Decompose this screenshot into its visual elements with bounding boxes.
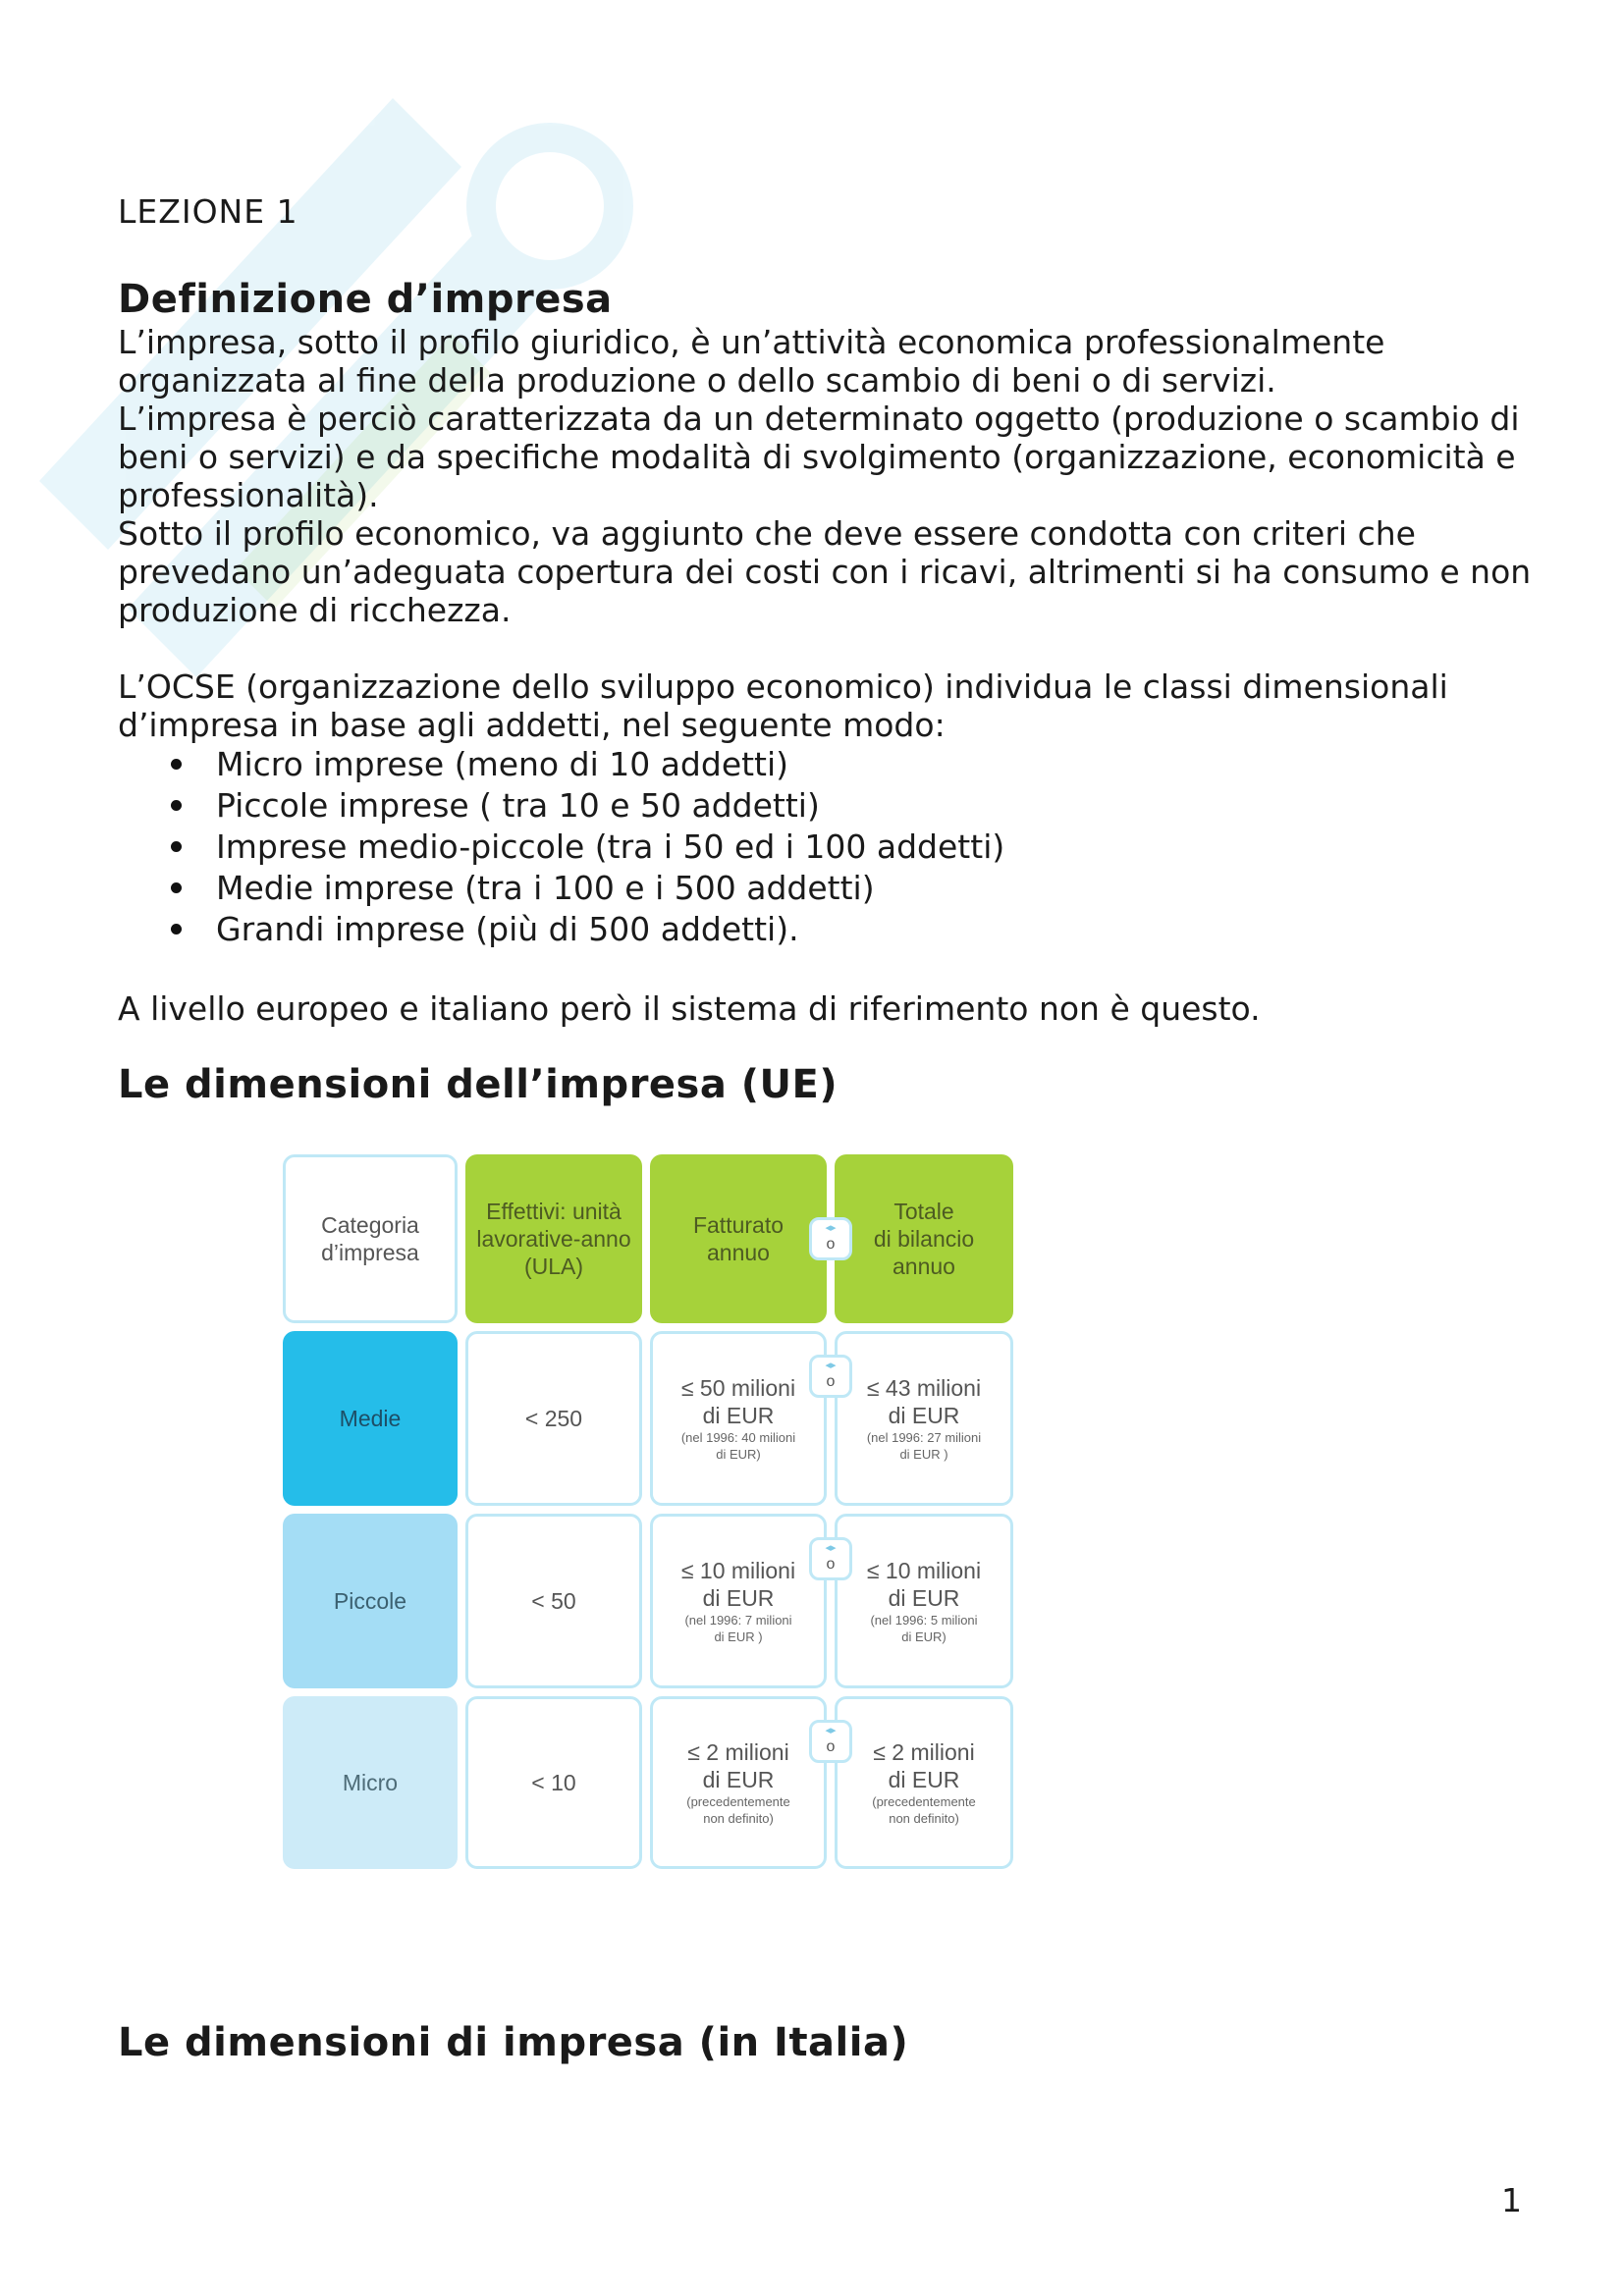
row-medie-ula	[465, 1331, 642, 1506]
list-item: Grandi imprese (più di 500 addetti).	[165, 909, 1004, 950]
list-item: Medie imprese (tra i 100 e i 500 addetti)	[165, 868, 1004, 909]
row-medie-category	[283, 1331, 458, 1506]
header-ula	[465, 1154, 642, 1323]
fatturato-value: ≤ 10 milioni	[680, 1558, 796, 1583]
header-ula-line: (ULA)	[523, 1254, 584, 1279]
or-icon	[809, 1355, 852, 1398]
header-fatturato-line: annuo	[707, 1240, 770, 1265]
fatturato-unit: di EUR	[702, 1767, 775, 1792]
paragraph-giuridico: L’impresa, sotto il profilo giuridico, è un’attività economica professionalmente organizzata al fine della produzione o dello scambio di beni o di servizi.	[118, 323, 1385, 400]
bilancio-unit: di EUR	[888, 1403, 960, 1428]
fatturato-unit: di EUR	[702, 1403, 775, 1428]
row-micro-fatturato	[650, 1696, 827, 1869]
lesson-label: LEZIONE 1	[118, 192, 298, 231]
or-symbol: o	[826, 1373, 836, 1390]
fatturato-note: (precedentemente	[686, 1794, 790, 1809]
row-medie-bilancio	[835, 1331, 1013, 1506]
row-micro-bilancio	[835, 1696, 1013, 1869]
section-title-ue: Le dimensioni dell’impresa (UE)	[118, 1062, 839, 1107]
header-bilancio	[835, 1154, 1013, 1323]
fatturato-note: di EUR )	[714, 1629, 763, 1644]
fatturato-value: ≤ 2 milioni	[687, 1739, 789, 1765]
header-fatturato-line: Fatturato	[692, 1212, 784, 1238]
fatturato-note: (nel 1996: 7 milioni	[684, 1613, 792, 1628]
swap-arrows-icon: ◂▸	[825, 1360, 837, 1371]
header-ula-line: Effettivi: unità	[486, 1199, 622, 1224]
fatturato-value: ≤ 50 milioni	[680, 1375, 796, 1401]
paragraph-oggetto: L’impresa è perciò caratterizzata da un determinato oggetto (produzione o scambio di beni o servizi) e da specifiche modalità di svolgimento (organizzazione, economicità e professionalità).	[118, 400, 1520, 514]
section-title-italia: Le dimensioni di impresa (in Italia)	[118, 2020, 909, 2065]
category-label: Medie	[339, 1406, 402, 1431]
ocse-classes-list	[165, 744, 1004, 950]
ula-value: < 10	[531, 1770, 576, 1795]
fatturato-note: non definito)	[703, 1811, 774, 1826]
header-bilancio-line: annuo	[893, 1254, 955, 1279]
list-item: Piccole imprese ( tra 10 e 50 addetti)	[165, 785, 1004, 827]
header-category-line: Categoria	[321, 1212, 419, 1238]
category-label: Piccole	[333, 1588, 407, 1614]
swap-arrows-icon: ◂▸	[825, 1725, 837, 1736]
or-symbol: o	[826, 1236, 836, 1253]
header-category	[283, 1154, 458, 1323]
swap-arrows-icon: ◂▸	[825, 1222, 837, 1234]
header-category-line: d’impresa	[321, 1240, 419, 1265]
paragraph-economico: Sotto il profilo economico, va aggiunto che deve essere condotta con criteri che prevedano un’adeguata copertura dei costi con i ricavi, altrimenti si ha consumo e non produzione di ricchezza.	[118, 514, 1532, 629]
or-icon	[809, 1217, 852, 1260]
header-bilancio-line: Totale	[893, 1199, 954, 1224]
bilancio-value: ≤ 43 milioni	[866, 1375, 982, 1401]
bilancio-note: di EUR )	[899, 1447, 948, 1462]
paragraph-ocse: L’OCSE (organizzazione dello sviluppo economico) individua le classi dimensionali d’impresa in base agli addetti, nel seguente modo:	[118, 667, 1448, 744]
bilancio-unit: di EUR	[888, 1585, 960, 1611]
bilancio-unit: di EUR	[888, 1767, 960, 1792]
section-title-definizione: Definizione d’impresa	[118, 277, 613, 322]
or-icon	[809, 1720, 852, 1763]
row-medie-fatturato	[650, 1331, 827, 1506]
header-ula-line: lavorative-anno	[476, 1226, 631, 1252]
ula-value: < 50	[531, 1588, 576, 1614]
or-symbol: o	[826, 1556, 836, 1573]
row-piccole-ula	[465, 1514, 642, 1688]
or-symbol: o	[826, 1738, 836, 1755]
fatturato-note: di EUR)	[716, 1447, 761, 1462]
header-bilancio-line: di bilancio	[873, 1226, 975, 1252]
list-item: Micro imprese (meno di 10 addetti)	[165, 744, 1004, 785]
bilancio-note: (nel 1996: 27 milioni	[866, 1430, 982, 1445]
header-fatturato	[650, 1154, 827, 1323]
row-piccole-bilancio	[835, 1514, 1013, 1688]
category-label: Micro	[342, 1770, 399, 1795]
fatturato-note: (nel 1996: 40 milioni	[680, 1430, 796, 1445]
page-number: 1	[1501, 2181, 1522, 2219]
eu-size-table	[283, 1154, 1013, 1869]
paragraph-riferimento: A livello europeo e italiano però il sistema di riferimento non è questo.	[118, 989, 1261, 1028]
list-item: Imprese medio-piccole (tra i 50 ed i 100 addetti)	[165, 827, 1004, 868]
bilancio-note: (precedentemente	[872, 1794, 976, 1809]
bilancio-note: di EUR)	[901, 1629, 947, 1644]
bilancio-value: ≤ 10 milioni	[866, 1558, 982, 1583]
swap-arrows-icon: ◂▸	[825, 1542, 837, 1554]
row-piccole-fatturato	[650, 1514, 827, 1688]
bilancio-value: ≤ 2 milioni	[873, 1739, 975, 1765]
fatturato-unit: di EUR	[702, 1585, 775, 1611]
row-piccole-category	[283, 1514, 458, 1688]
bilancio-note: (nel 1996: 5 milioni	[870, 1613, 978, 1628]
row-micro-ula	[465, 1696, 642, 1869]
ula-value: < 250	[524, 1406, 583, 1431]
bilancio-note: non definito)	[889, 1811, 959, 1826]
row-micro-category	[283, 1696, 458, 1869]
or-icon	[809, 1537, 852, 1580]
